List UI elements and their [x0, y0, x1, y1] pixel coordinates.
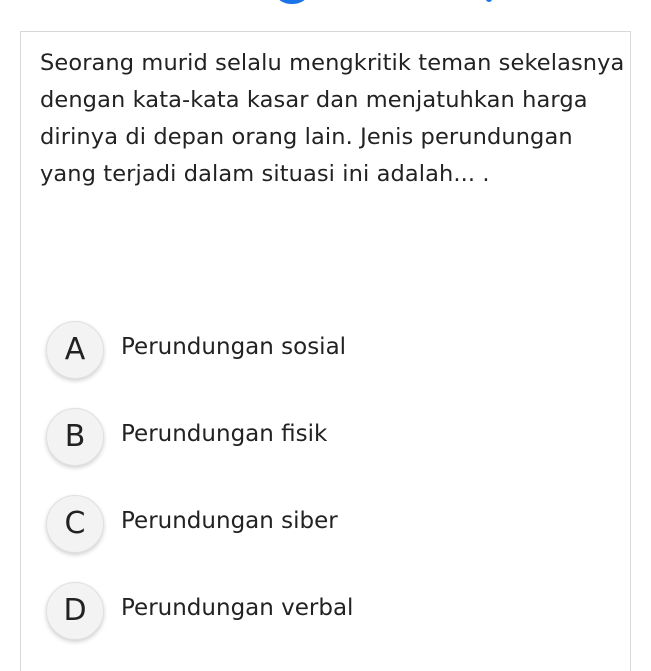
question-card: [20, 31, 631, 671]
option-letter-badge[interactable]: C: [46, 495, 104, 553]
option-a[interactable]: [46, 319, 606, 380]
option-label[interactable]: Perundungan sosial: [121, 333, 347, 360]
option-label[interactable]: Perundungan verbal: [121, 594, 354, 621]
option-d[interactable]: [46, 580, 606, 641]
option-label[interactable]: Perundungan fisik: [121, 420, 328, 447]
question-text: Seorang murid selalu mengkritik teman sekelasnya dengan kata-kata kasar dan menjatuhkan harga dirinya di depan orang lain. Jenis perundungan yang terjadi dalam situasi ini adalah... .: [40, 50, 625, 187]
top-progress-strip: [0, 0, 651, 30]
option-c[interactable]: [46, 493, 606, 554]
option-letter-badge[interactable]: B: [46, 408, 104, 466]
option-letter-badge[interactable]: A: [46, 321, 104, 379]
option-label[interactable]: Perundungan siber: [121, 507, 338, 534]
option-letter-badge[interactable]: D: [46, 582, 104, 640]
option-b[interactable]: [46, 406, 606, 467]
progress-mark-icon: [486, 0, 492, 2]
answer-options: [46, 319, 606, 667]
progress-dot-icon: [277, 0, 307, 4]
